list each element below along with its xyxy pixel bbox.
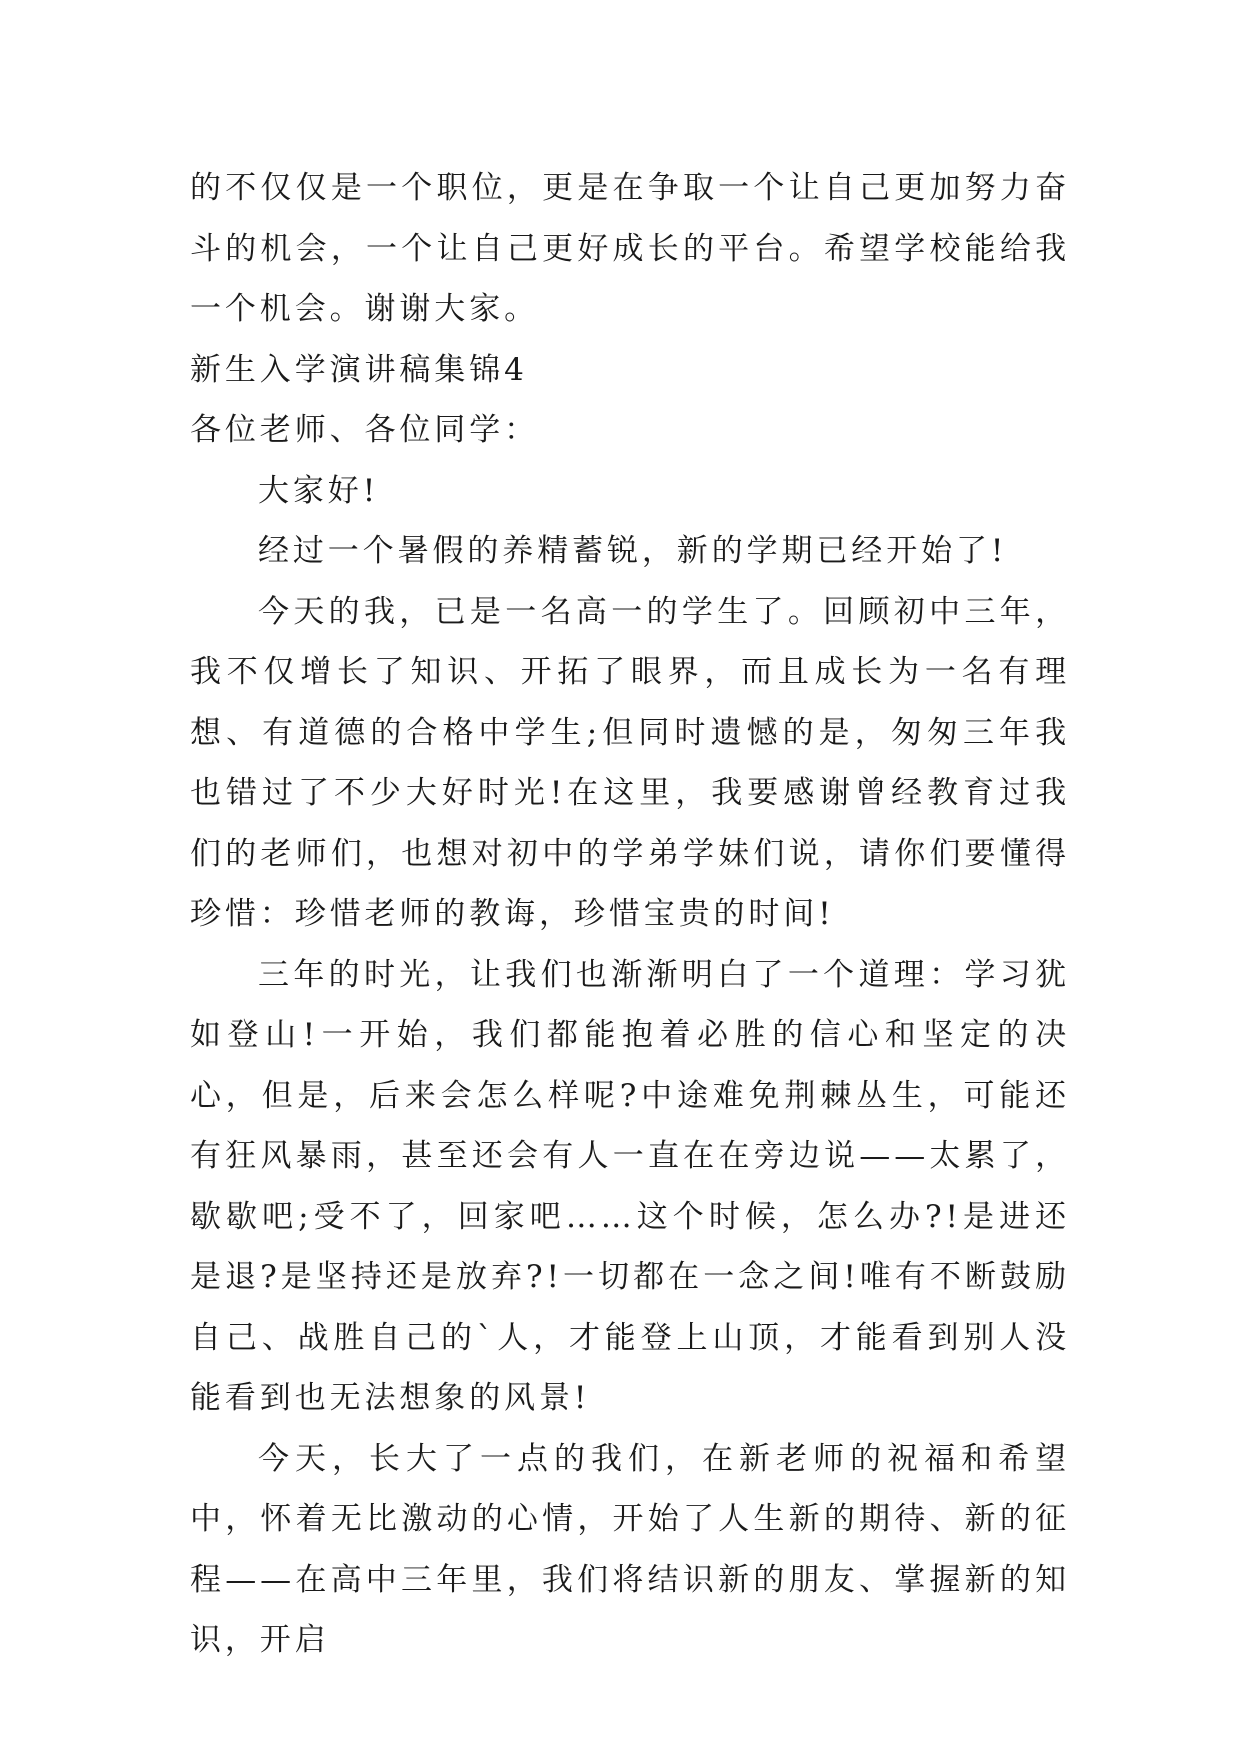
paragraph-1: 的不仅仅是一个职位，更是在争取一个让自己更加努力奋斗的机会，一个让自己更好成长的平台。希望学校能给我一个机会。谢谢大家。 — [190, 170, 1070, 327]
paragraph-3: 今天的我，已是一名高一的学生了。回顾初中三年，我不仅增长了知识、开拓了眼界，而且成长为一名有理想、有道德的合格中学生;但同时遗憾的是，匆匆三年我也错过了不少大好时光!在这里，我要感谢曾经教育过我们的老师们，也想对初中的学弟学妹们说，请你们要懂得珍惜：珍惜老师的教诲，珍惜宝贵的时间! — [190, 593, 1070, 932]
paragraph-2: 经过一个暑假的养精蓄锐，新的学期已经开始了! — [258, 533, 1008, 569]
document-body — [190, 158, 1070, 1671]
section-title: 新生入学演讲稿集锦4 — [190, 351, 528, 388]
paragraph-5: 今天，长大了一点的我们，在新老师的祝福和希望中，怀着无比激动的心情，开始了人生新的期待、新的征程——在高中三年里，我们将结识新的朋友、掌握新的知识，开启 — [190, 1440, 1070, 1658]
paragraph-4: 三年的时光，让我们也渐渐明白了一个道理：学习犹如登山!一开始，我们都能抱着必胜的信心和坚定的决心，但是，后来会怎么样呢?中途难免荆棘丛生，可能还有狂风暴雨，甚至还会有人一直在在旁边说——太累了，歇歇吧;受不了，回家吧……这个时候，怎么办?!是进还是退?是坚持还是放弃?!一切都在一念之间!唯有不断鼓励自己、战胜自己的`人，才能登上山顶，才能看到别人没能看到也无法想象的风景! — [190, 956, 1070, 1416]
salutation: 各位老师、各位同学： — [190, 412, 539, 448]
greeting: 大家好! — [258, 472, 380, 509]
